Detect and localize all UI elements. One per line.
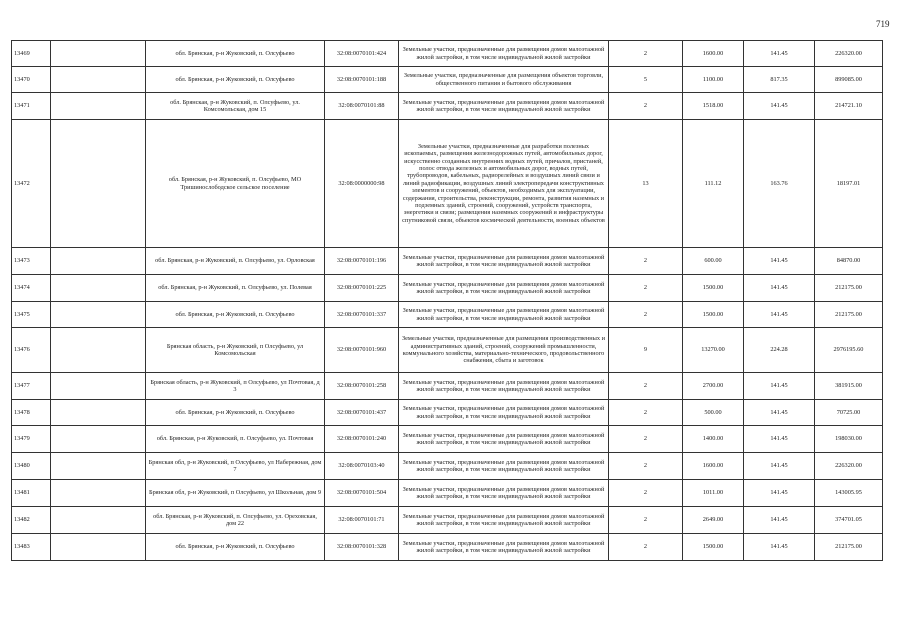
- use-group-cell: 5: [609, 67, 683, 93]
- address-cell: Брянская обл, р-н Жуковский, п Олсуфьево, ул Школьная, дом 9: [146, 480, 325, 507]
- cadastral-value-cell: 143005.95: [815, 480, 883, 507]
- cadastral-value-cell: 226320.00: [815, 41, 883, 67]
- cadastral-value-cell: 212175.00: [815, 275, 883, 302]
- cadastral-number-cell: 32:08:0070101:71: [325, 507, 399, 534]
- area-cell: 600.00: [683, 248, 744, 275]
- use-group-cell: 2: [609, 507, 683, 534]
- spacer-cell: [51, 67, 146, 93]
- rate-cell: 141.45: [744, 400, 815, 426]
- area-cell: 13270.00: [683, 328, 744, 373]
- row-number: 13479: [12, 426, 51, 453]
- area-cell: 1400.00: [683, 426, 744, 453]
- rate-cell: 141.45: [744, 534, 815, 561]
- land-use-cell: Земельные участки, предназначенные для размещения домов малоэтажной жилой застройки, в том числе индивидуальной жилой застройки: [399, 400, 609, 426]
- rate-cell: 141.45: [744, 507, 815, 534]
- land-use-cell: Земельные участки, предназначенные для размещения домов малоэтажной жилой застройки, в том числе индивидуальной жилой застройки: [399, 534, 609, 561]
- cadastral-number-cell: 32:08:0070101:88: [325, 93, 399, 120]
- spacer-cell: [51, 248, 146, 275]
- address-cell: обл. Брянская, р-н Жуковский, п. Олсуфьево, МО Тришинослободское сельское поселение: [146, 120, 325, 248]
- spacer-cell: [51, 93, 146, 120]
- area-cell: 1500.00: [683, 302, 744, 328]
- spacer-cell: [51, 507, 146, 534]
- area-cell: 111.12: [683, 120, 744, 248]
- cadastral-value-cell: 84870.00: [815, 248, 883, 275]
- spacer-cell: [51, 426, 146, 453]
- row-number: 13474: [12, 275, 51, 302]
- land-use-cell: Земельные участки, предназначенные для разработки полезных ископаемых, размещения железнодорожных путей, автомобильных дорог, искусственно созданных внутренних водных путей, причалов, пристаней, полос отвода железных и автомобильных дорог, водных путей, трубопроводов, кабельных, радиорелейных и воздушных линий связи и линий радиофикации, воздушных линий электропередачи конструктивных элементов и сооружений, объектов, необходимых для эксплуатации, содержания, строительства, реконструкции, ремонта, развития наземных и подземных зданий, строений, сооружений, устройств транспорта, энергетики и связи; размещения наземных сооружений и инфраструктуры спутниковой связи, объектов космической деятельности, военных объектов: [399, 120, 609, 248]
- row-number: 13478: [12, 400, 51, 426]
- use-group-cell: 2: [609, 400, 683, 426]
- spacer-cell: [51, 534, 146, 561]
- cadastral-number-cell: 32:08:0070103:40: [325, 453, 399, 480]
- cadastral-value-cell: 212175.00: [815, 302, 883, 328]
- address-cell: Брянская область, р-н Жуковский, п Олсуфьево, ул Комсомольская: [146, 328, 325, 373]
- cadastral-number-cell: 32:08:0070101:328: [325, 534, 399, 561]
- spacer-cell: [51, 453, 146, 480]
- row-number: 13469: [12, 41, 51, 67]
- use-group-cell: 2: [609, 373, 683, 400]
- page-number: 719: [876, 19, 890, 29]
- area-cell: 1600.00: [683, 453, 744, 480]
- cadastral-number-cell: 32:08:0070101:337: [325, 302, 399, 328]
- land-use-cell: Земельные участки, предназначенные для размещения домов малоэтажной жилой застройки, в том числе индивидуальной жилой застройки: [399, 507, 609, 534]
- row-number: 13477: [12, 373, 51, 400]
- use-group-cell: 9: [609, 328, 683, 373]
- table-row: [12, 426, 883, 453]
- address-cell: обл. Брянская, р-н Жуковский, п. Олсуфьево, ул. Орловская: [146, 248, 325, 275]
- table-row: [12, 120, 883, 248]
- table-row: [12, 67, 883, 93]
- spacer-cell: [51, 400, 146, 426]
- address-cell: обл. Брянская, р-н Жуковский, п. Олсуфьево: [146, 400, 325, 426]
- rate-cell: 163.76: [744, 120, 815, 248]
- area-cell: 1500.00: [683, 534, 744, 561]
- land-use-cell: Земельные участки, предназначенные для размещения домов малоэтажной жилой застройки, в том числе индивидуальной жилой застройки: [399, 373, 609, 400]
- address-cell: Брянская обл, р-н Жуковский, п Олсуфьево, ул Набережная, дом 7: [146, 453, 325, 480]
- rate-cell: 817.35: [744, 67, 815, 93]
- use-group-cell: 2: [609, 453, 683, 480]
- land-use-cell: Земельные участки, предназначенные для размещения объектов торговли, общественного питания и бытового обслуживания: [399, 67, 609, 93]
- table-row: [12, 400, 883, 426]
- cadastral-number-cell: 32:08:0070101:196: [325, 248, 399, 275]
- cadastral-value-cell: 374701.05: [815, 507, 883, 534]
- land-use-cell: Земельные участки, предназначенные для размещения домов малоэтажной жилой застройки, в том числе индивидуальной жилой застройки: [399, 248, 609, 275]
- cadastral-value-cell: 212175.00: [815, 534, 883, 561]
- use-group-cell: 2: [609, 275, 683, 302]
- area-cell: 2649.00: [683, 507, 744, 534]
- table-row: [12, 373, 883, 400]
- cadastral-value-cell: 2976195.60: [815, 328, 883, 373]
- cadastral-number-cell: 32:08:0070101:960: [325, 328, 399, 373]
- use-group-cell: 2: [609, 480, 683, 507]
- land-use-cell: Земельные участки, предназначенные для размещения домов малоэтажной жилой застройки, в том числе индивидуальной жилой застройки: [399, 41, 609, 67]
- row-number: 13470: [12, 67, 51, 93]
- use-group-cell: 2: [609, 534, 683, 561]
- address-cell: обл. Брянская, р-н Жуковский, п. Олсуфьево: [146, 67, 325, 93]
- cadastral-number-cell: 32:08:0070101:258: [325, 373, 399, 400]
- land-use-cell: Земельные участки, предназначенные для размещения домов малоэтажной жилой застройки, в том числе индивидуальной жилой застройки: [399, 453, 609, 480]
- address-cell: обл. Брянская, р-н Жуковский, п. Олсуфьево, ул. Полевая: [146, 275, 325, 302]
- rate-cell: 224.28: [744, 328, 815, 373]
- cadastral-value-cell: 899085.00: [815, 67, 883, 93]
- table-row: [12, 302, 883, 328]
- cadastral-number-cell: 32:08:0070101:240: [325, 426, 399, 453]
- use-group-cell: 2: [609, 426, 683, 453]
- address-cell: обл. Брянская, р-н Жуковский, п. Олсуфьево, ул. Комсомольская, дом 15: [146, 93, 325, 120]
- cadastral-value-cell: 70725.00: [815, 400, 883, 426]
- spacer-cell: [51, 373, 146, 400]
- table-row: [12, 453, 883, 480]
- use-group-cell: 13: [609, 120, 683, 248]
- table-row: [12, 248, 883, 275]
- spacer-cell: [51, 302, 146, 328]
- use-group-cell: 2: [609, 302, 683, 328]
- area-cell: 2700.00: [683, 373, 744, 400]
- rate-cell: 141.45: [744, 248, 815, 275]
- rate-cell: 141.45: [744, 275, 815, 302]
- row-number: 13475: [12, 302, 51, 328]
- land-use-cell: Земельные участки, предназначенные для размещения домов малоэтажной жилой застройки, в том числе индивидуальной жилой застройки: [399, 426, 609, 453]
- land-use-cell: Земельные участки, предназначенные для размещения домов малоэтажной жилой застройки, в том числе индивидуальной жилой застройки: [399, 275, 609, 302]
- row-number: 13471: [12, 93, 51, 120]
- land-use-cell: Земельные участки, предназначенные для размещения домов малоэтажной жилой застройки, в том числе индивидуальной жилой застройки: [399, 93, 609, 120]
- area-cell: 1500.00: [683, 275, 744, 302]
- address-cell: Брянская область, р-н Жуковский, п Олсуфьево, ул Почтовая, д 3: [146, 373, 325, 400]
- cadastral-value-cell: 214721.10: [815, 93, 883, 120]
- use-group-cell: 2: [609, 93, 683, 120]
- area-cell: 1518.00: [683, 93, 744, 120]
- spacer-cell: [51, 480, 146, 507]
- area-cell: 1100.00: [683, 67, 744, 93]
- table-row: [12, 507, 883, 534]
- table-row: [12, 480, 883, 507]
- cadastral-register-table: [11, 40, 883, 561]
- address-cell: обл. Брянская, р-н Жуковский, п. Олсуфьево, ул. Ореховская, дом 22: [146, 507, 325, 534]
- cadastral-number-cell: 32:08:0070101:504: [325, 480, 399, 507]
- rate-cell: 141.45: [744, 426, 815, 453]
- rate-cell: 141.45: [744, 41, 815, 67]
- row-number: 13472: [12, 120, 51, 248]
- area-cell: 1011.00: [683, 480, 744, 507]
- spacer-cell: [51, 41, 146, 67]
- table-row: [12, 41, 883, 67]
- row-number: 13482: [12, 507, 51, 534]
- cadastral-value-cell: 18197.01: [815, 120, 883, 248]
- spacer-cell: [51, 275, 146, 302]
- cadastral-number-cell: 32:08:0070101:437: [325, 400, 399, 426]
- rate-cell: 141.45: [744, 453, 815, 480]
- spacer-cell: [51, 120, 146, 248]
- table-row: [12, 328, 883, 373]
- address-cell: обл. Брянская, р-н Жуковский, п. Олсуфьево: [146, 534, 325, 561]
- rate-cell: 141.45: [744, 480, 815, 507]
- table-row: [12, 93, 883, 120]
- cadastral-value-cell: 198030.00: [815, 426, 883, 453]
- row-number: 13476: [12, 328, 51, 373]
- row-number: 13481: [12, 480, 51, 507]
- area-cell: 1600.00: [683, 41, 744, 67]
- land-use-cell: Земельные участки, предназначенные для размещения домов малоэтажной жилой застройки, в том числе индивидуальной жилой застройки: [399, 302, 609, 328]
- row-number: 13480: [12, 453, 51, 480]
- area-cell: 500.00: [683, 400, 744, 426]
- land-use-cell: Земельные участки, предназначенные для размещения производственных и административных зданий, строений, сооружений промышленности, коммунального хозяйства, материально-технического, продовольственного снабжения, сбыта и заготовок: [399, 328, 609, 373]
- table-row: [12, 534, 883, 561]
- spacer-cell: [51, 328, 146, 373]
- table-row: [12, 275, 883, 302]
- cadastral-number-cell: 32:08:0070101:225: [325, 275, 399, 302]
- row-number: 13483: [12, 534, 51, 561]
- rate-cell: 141.45: [744, 93, 815, 120]
- address-cell: обл. Брянская, р-н Жуковский, п. Олсуфьево: [146, 41, 325, 67]
- cadastral-value-cell: 381915.00: [815, 373, 883, 400]
- cadastral-number-cell: 32:08:0070101:188: [325, 67, 399, 93]
- row-number: 13473: [12, 248, 51, 275]
- use-group-cell: 2: [609, 41, 683, 67]
- address-cell: обл. Брянская, р-н Жуковский, п. Олсуфьево: [146, 302, 325, 328]
- address-cell: обл. Брянская, р-н Жуковский, п. Олсуфьево, ул. Почтовая: [146, 426, 325, 453]
- land-use-cell: Земельные участки, предназначенные для размещения домов малоэтажной жилой застройки, в том числе индивидуальной жилой застройки: [399, 480, 609, 507]
- cadastral-value-cell: 226320.00: [815, 453, 883, 480]
- use-group-cell: 2: [609, 248, 683, 275]
- cadastral-number-cell: 32:08:0070101:424: [325, 41, 399, 67]
- rate-cell: 141.45: [744, 373, 815, 400]
- rate-cell: 141.45: [744, 302, 815, 328]
- cadastral-number-cell: 32:08:0000000:98: [325, 120, 399, 248]
